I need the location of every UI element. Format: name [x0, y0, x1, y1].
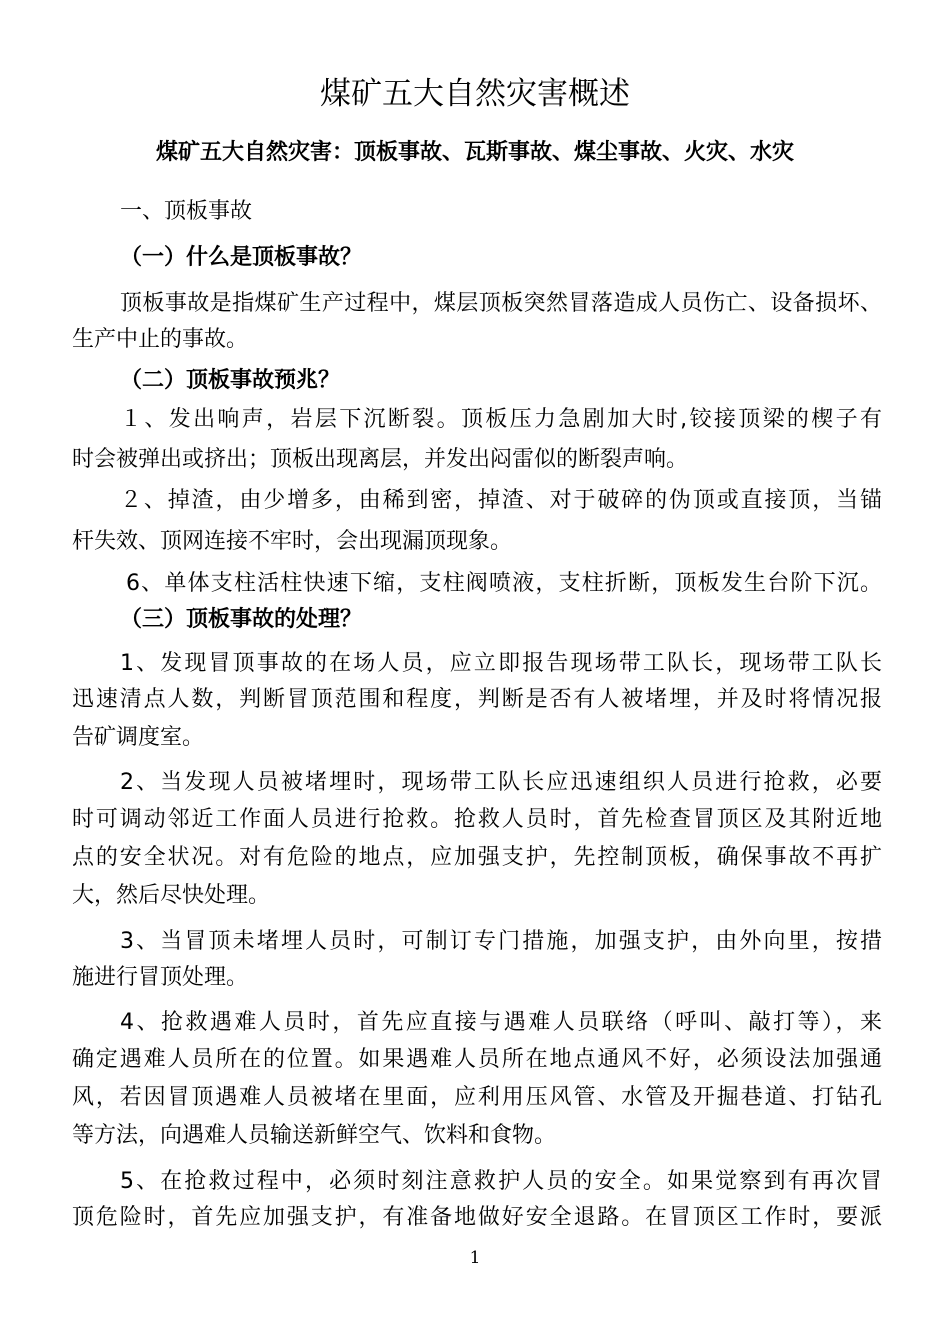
paragraph-line: 时会被弹出或挤出；顶板出现离层，并发出闷雷似的断裂声响。: [72, 447, 689, 472]
document-subtitle: 煤矿五大自然灾害：顶板事故、瓦斯事故、煤尘事故、火灾、水灾: [155, 140, 794, 165]
paragraph-line: 确定遇难人员所在的位置。如果遇难人员所在地点通风不好，必须设法加强通: [72, 1047, 882, 1072]
paragraph-line: 时可调动邻近工作面人员进行抢救。抢救人员时，首先检查冒顶区及其附近地: [72, 807, 882, 832]
paragraph-line: 告矿调度室。: [72, 725, 205, 750]
paragraph-line: 2、当发现人员被堵埋时，现场带工队长应迅速组织人员进行抢救，必要: [120, 770, 882, 795]
paragraph-line: 施进行冒顶处理。: [72, 965, 249, 990]
paragraph-line: 大，然后尽快处理。: [72, 883, 271, 908]
subsection-heading: （二）顶板事故预兆？: [120, 368, 341, 393]
section-heading: 一、顶板事故: [120, 199, 253, 224]
paragraph-line: 顶危险时，首先应加强支护，有准备地做好安全退路。在冒顶区工作时，要派: [72, 1205, 882, 1230]
paragraph-line: 杆失效、顶网连接不牢时，会出现漏顶现象。: [72, 529, 513, 554]
paragraph-line: 等方法，向遇难人员输送新鲜空气、饮料和食物。: [72, 1123, 557, 1148]
paragraph-line: 迅速清点人数，判断冒顶范围和程度，判断是否有人被堵埋，并及时将情况报: [72, 687, 882, 712]
paragraph-line: 顶板事故是指煤矿生产过程中，煤层顶板突然冒落造成人员伤亡、设备损坏、: [120, 291, 882, 316]
paragraph-line: 1、发现冒顶事故的在场人员，应立即报告现场带工队长，现场带工队长: [120, 651, 882, 676]
subsection-heading: （三）顶板事故的处理？: [120, 607, 363, 632]
paragraph-line: 点的安全状况。对有危险的地点，应加强支护，先控制顶板，确保事故不再扩: [72, 845, 882, 870]
paragraph-line: 3、当冒顶未堵埋人员时，可制订专门措施，加强支护，由外向里，按措: [120, 929, 882, 954]
paragraph-line: 4、抢救遇难人员时，首先应直接与遇难人员联络（呼叫、敲打等），来: [120, 1010, 882, 1035]
paragraph-line: 5、在抢救过程中，必须时刻注意救护人员的安全。如果觉察到有再次冒: [120, 1169, 882, 1194]
paragraph-line: ２、掉渣，由少增多，由稀到密，掉渣、对于破碎的伪顶或直接顶，当锚: [120, 488, 882, 513]
paragraph-line: 风，若因冒顶遇难人员被堵在里面，应利用压风管、水管及开掘巷道、打钻孔: [72, 1085, 882, 1110]
paragraph-line: １、发出响声，岩层下沉断裂。顶板压力急剧加大时,铰接顶梁的楔子有: [120, 407, 882, 432]
document-title: 煤矿五大自然灾害概述: [320, 76, 630, 112]
paragraph-line: 生产中止的事故。: [72, 327, 249, 352]
subsection-heading: （一）什么是顶板事故？: [120, 245, 363, 270]
page-number: 1: [469, 1248, 481, 1268]
paragraph-line: 6、单体支柱活柱快速下缩，支柱阀喷液，支柱折断，顶板发生台阶下沉。: [126, 571, 882, 596]
